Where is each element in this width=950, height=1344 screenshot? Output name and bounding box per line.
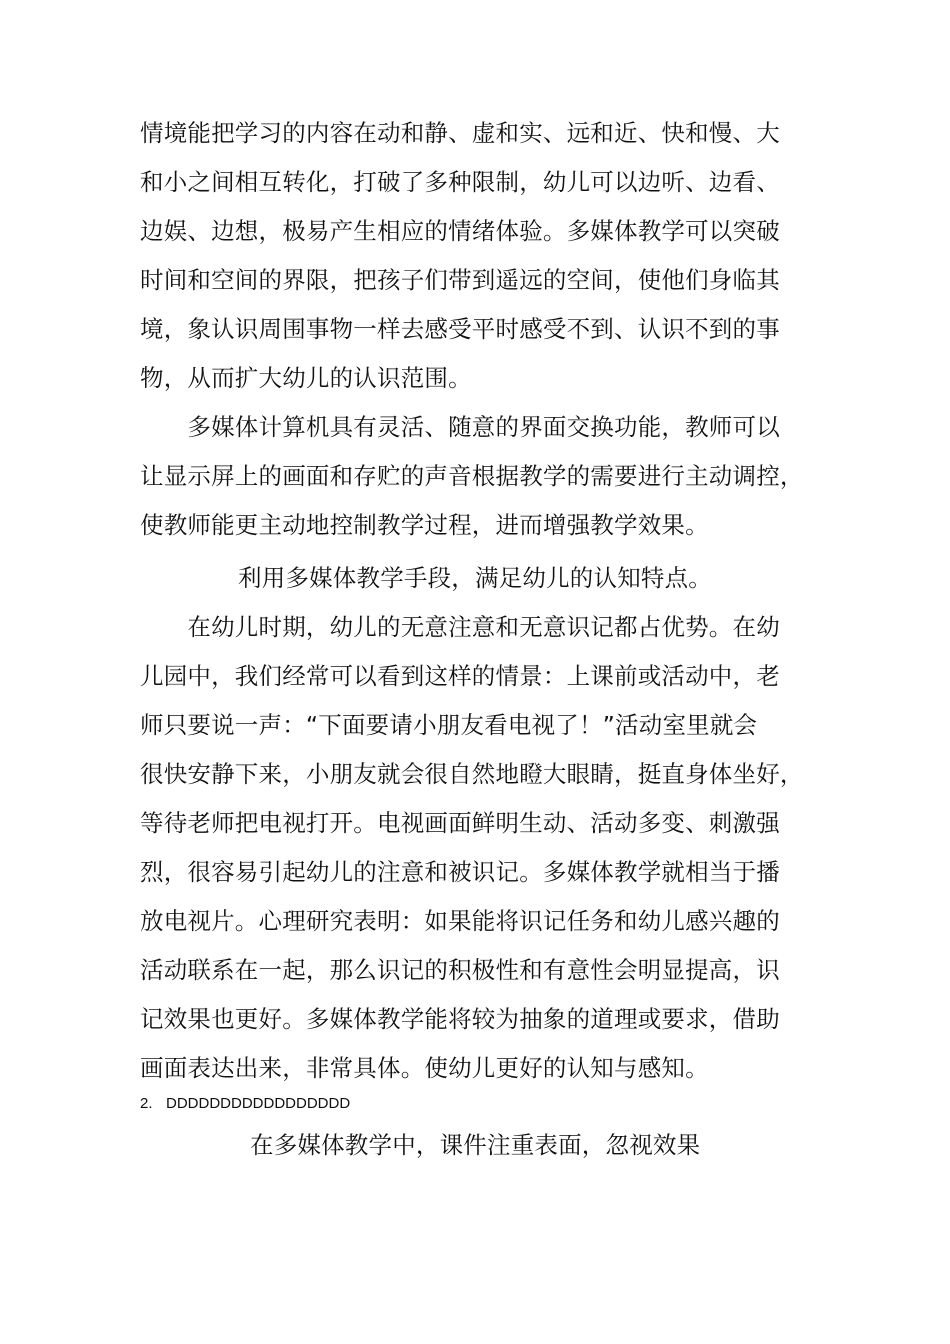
list-number: 2. — [140, 1095, 153, 1112]
paragraph-line: 使教师能更主动地控制教学过程，进而增强教学效果。 — [140, 511, 709, 539]
paragraph-line: 和小之间相互转化，打破了多种限制，幼儿可以边听、边看、 — [140, 168, 780, 196]
paragraph-line: 记效果也更好。多媒体教学能将较为抽象的道理或要求，借助 — [140, 1005, 780, 1033]
paragraph-line: 境，象认识周围事物一样去感受平时感受不到、认识不到的事 — [140, 315, 780, 343]
paragraph-line: 儿园中，我们经常可以看到这样的情景：上课前或活动中，老 — [140, 662, 780, 690]
paragraph-line: 情境能把学习的内容在动和静、虚和实、远和近、快和慢、大 — [140, 119, 780, 147]
paragraph-line: 很快安静下来，小朋友就会很自然地瞪大眼睛，挺直身体坐好， — [140, 760, 804, 788]
paragraph-line: 在幼儿时期，幼儿的无意注意和无意识记都占优势。在幼 — [140, 613, 780, 641]
paragraph-line: 让显示屏上的画面和存贮的声音根据教学的需要进行主动调控， — [140, 462, 804, 490]
paragraph-line: 放电视片。心理研究表明：如果能将识记任务和幼儿感兴趣的 — [140, 907, 780, 935]
section-heading-2: 在多媒体教学中，课件注重表面，忽视效果 — [250, 1131, 701, 1159]
paragraph-2 — [140, 409, 840, 556]
paragraph-line: 边娱、边想，极易产生相应的情绪体验。多媒体教学可以突破 — [140, 217, 780, 245]
paragraph-line: 画面表达出来，非常具体。使幼儿更好的认知与感知。 — [140, 1054, 709, 1082]
paragraph-line: 师只要说一声：“下面要请小朋友看电视了！”活动室里就会 — [140, 711, 758, 739]
list-item-text: DDDDDDDDDDDDDDDDD — [166, 1095, 351, 1112]
numbered-list-item — [140, 1094, 350, 1114]
paragraph-3 — [140, 609, 840, 1099]
paragraph-line: 多媒体计算机具有灵活、随意的界面交换功能，教师可以 — [140, 413, 780, 441]
paragraph-line: 物，从而扩大幼儿的认识范围。 — [140, 364, 472, 392]
paragraph-1 — [140, 115, 840, 409]
paragraph-line: 活动联系在一起，那么识记的积极性和有意性会明显提高，识 — [140, 956, 780, 984]
paragraph-line: 烈，很容易引起幼儿的注意和被识记。多媒体教学就相当于播 — [140, 858, 780, 886]
paragraph-line: 等待老师把电视打开。电视画面鲜明生动、活动多变、刺激强 — [140, 809, 780, 837]
section-heading-1: 利用多媒体教学手段，满足幼儿的认知特点。 — [238, 564, 712, 592]
paragraph-line: 时间和空间的界限，把孩子们带到遥远的空间，使他们身临其 — [140, 266, 780, 294]
